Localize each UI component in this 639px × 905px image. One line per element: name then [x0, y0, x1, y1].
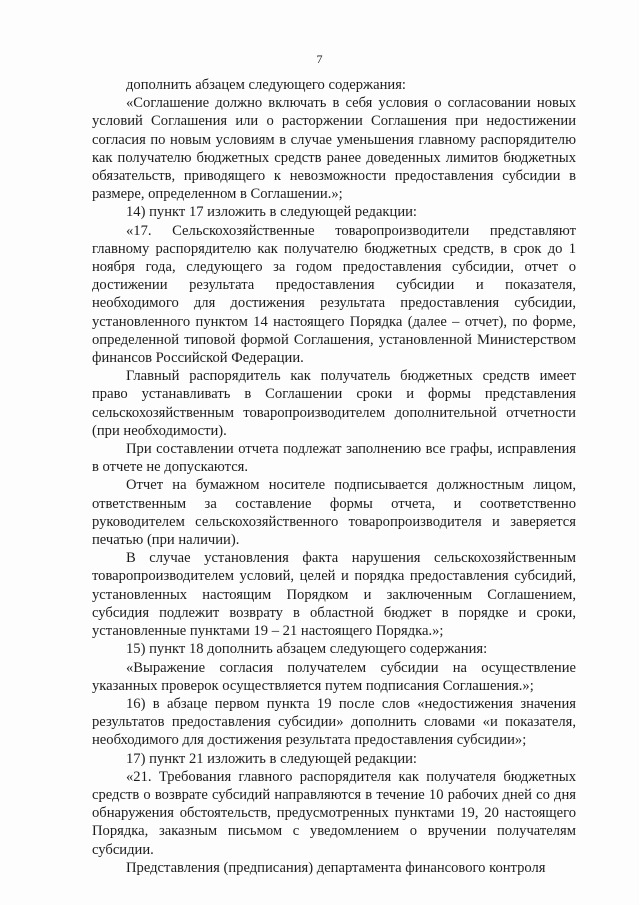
paragraph-5: Главный распорядитель как получатель бюджетных средств имеет право устанавливать в Соглашении сроки и формы представления сельскохозяйственным товаропроизводителем дополнительной отчетности (при необходимости). [92, 368, 576, 439]
paragraph-11: 16) в абзаце первом пункта 19 после слов «недостижения значения результатов предоставления субсидии» дополнить словами «и показателя, необходимого для достижения результата предоставления субсидии»; [92, 695, 576, 749]
paragraph-8: В случае установления факта нарушения сельскохозяйственным товаропроизводителем условий, целей и порядка предоставления субсидий, установленных настоящим Порядком и заключенным Соглашением, субсидия подлежит возврату в областной бюджет в порядке и сроки, установленные пунктами 19 – 21 настоящего Порядка.»; [92, 550, 576, 640]
paragraph-2: «Соглашение должно включать в себя условия о согласовании новых условий Соглашения или о расторжении Соглашения при недостижении согласия по новым условиям в случае уменьшения главному распорядителю как получателю бюджетных средств ранее доведенных лимитов бюджетных обязательств, приводящего к невозможности предоставления субсидии в размере, определенном в Соглашении.»; [92, 95, 576, 203]
paragraph-1: дополнить абзацем следующего содержания: [126, 77, 406, 93]
paragraph-14: Представления (предписания) департамента финансового контроля [126, 859, 546, 876]
paragraph-12: 17) пункт 21 изложить в следующей редакции: [126, 750, 417, 767]
page-number: 7 [316, 52, 323, 66]
paragraph-4: «17. Сельскохозяйственные товаропроизводители представляют главному распорядителю как получателю бюджетных средств, в срок до 1 ноября года, следующего за годом предоставления субсидии, отчет о достижении результата предоставления субсидии и показателя, необходимого для достижения результата предоставления субсидии, установленного пунктом 14 настоящего Порядка (далее – отчет), по форме, определенной типовой формой Соглашения, установленной Министерством финансов Российской Федерации. [92, 222, 576, 367]
paragraph-7: Отчет на бумажном носителе подписывается должностным лицом, ответственным за составление формы отчета, и соответственно руководителем сельскохозяйственного товаропроизводителя и заверяется печатью (при наличии). [92, 477, 576, 549]
paragraph-6: При составлении отчета подлежат заполнению все графы, исправления в отчете не допускаются. [92, 441, 576, 476]
paragraph-9: 15) пункт 18 дополнить абзацем следующего содержания: [126, 641, 488, 658]
paragraph-13: «21. Требования главного распорядителя как получателя бюджетных средств о возврате субсидий направляются в течение 10 рабочих дней со дня обнаружения обстоятельств, предусмотренных пунктами 19, 20 настоящего Порядка, заказным письмом с уведомлением о вручении получателям субсидии. [92, 768, 576, 858]
paragraph-10: «Выражение согласия получателем субсидии на осуществление указанных проверок осуществляется путем подписания Соглашения.»; [92, 659, 576, 694]
paragraph-3: 14) пункт 17 изложить в следующей редакции: [126, 204, 417, 221]
document-body [92, 76, 576, 877]
